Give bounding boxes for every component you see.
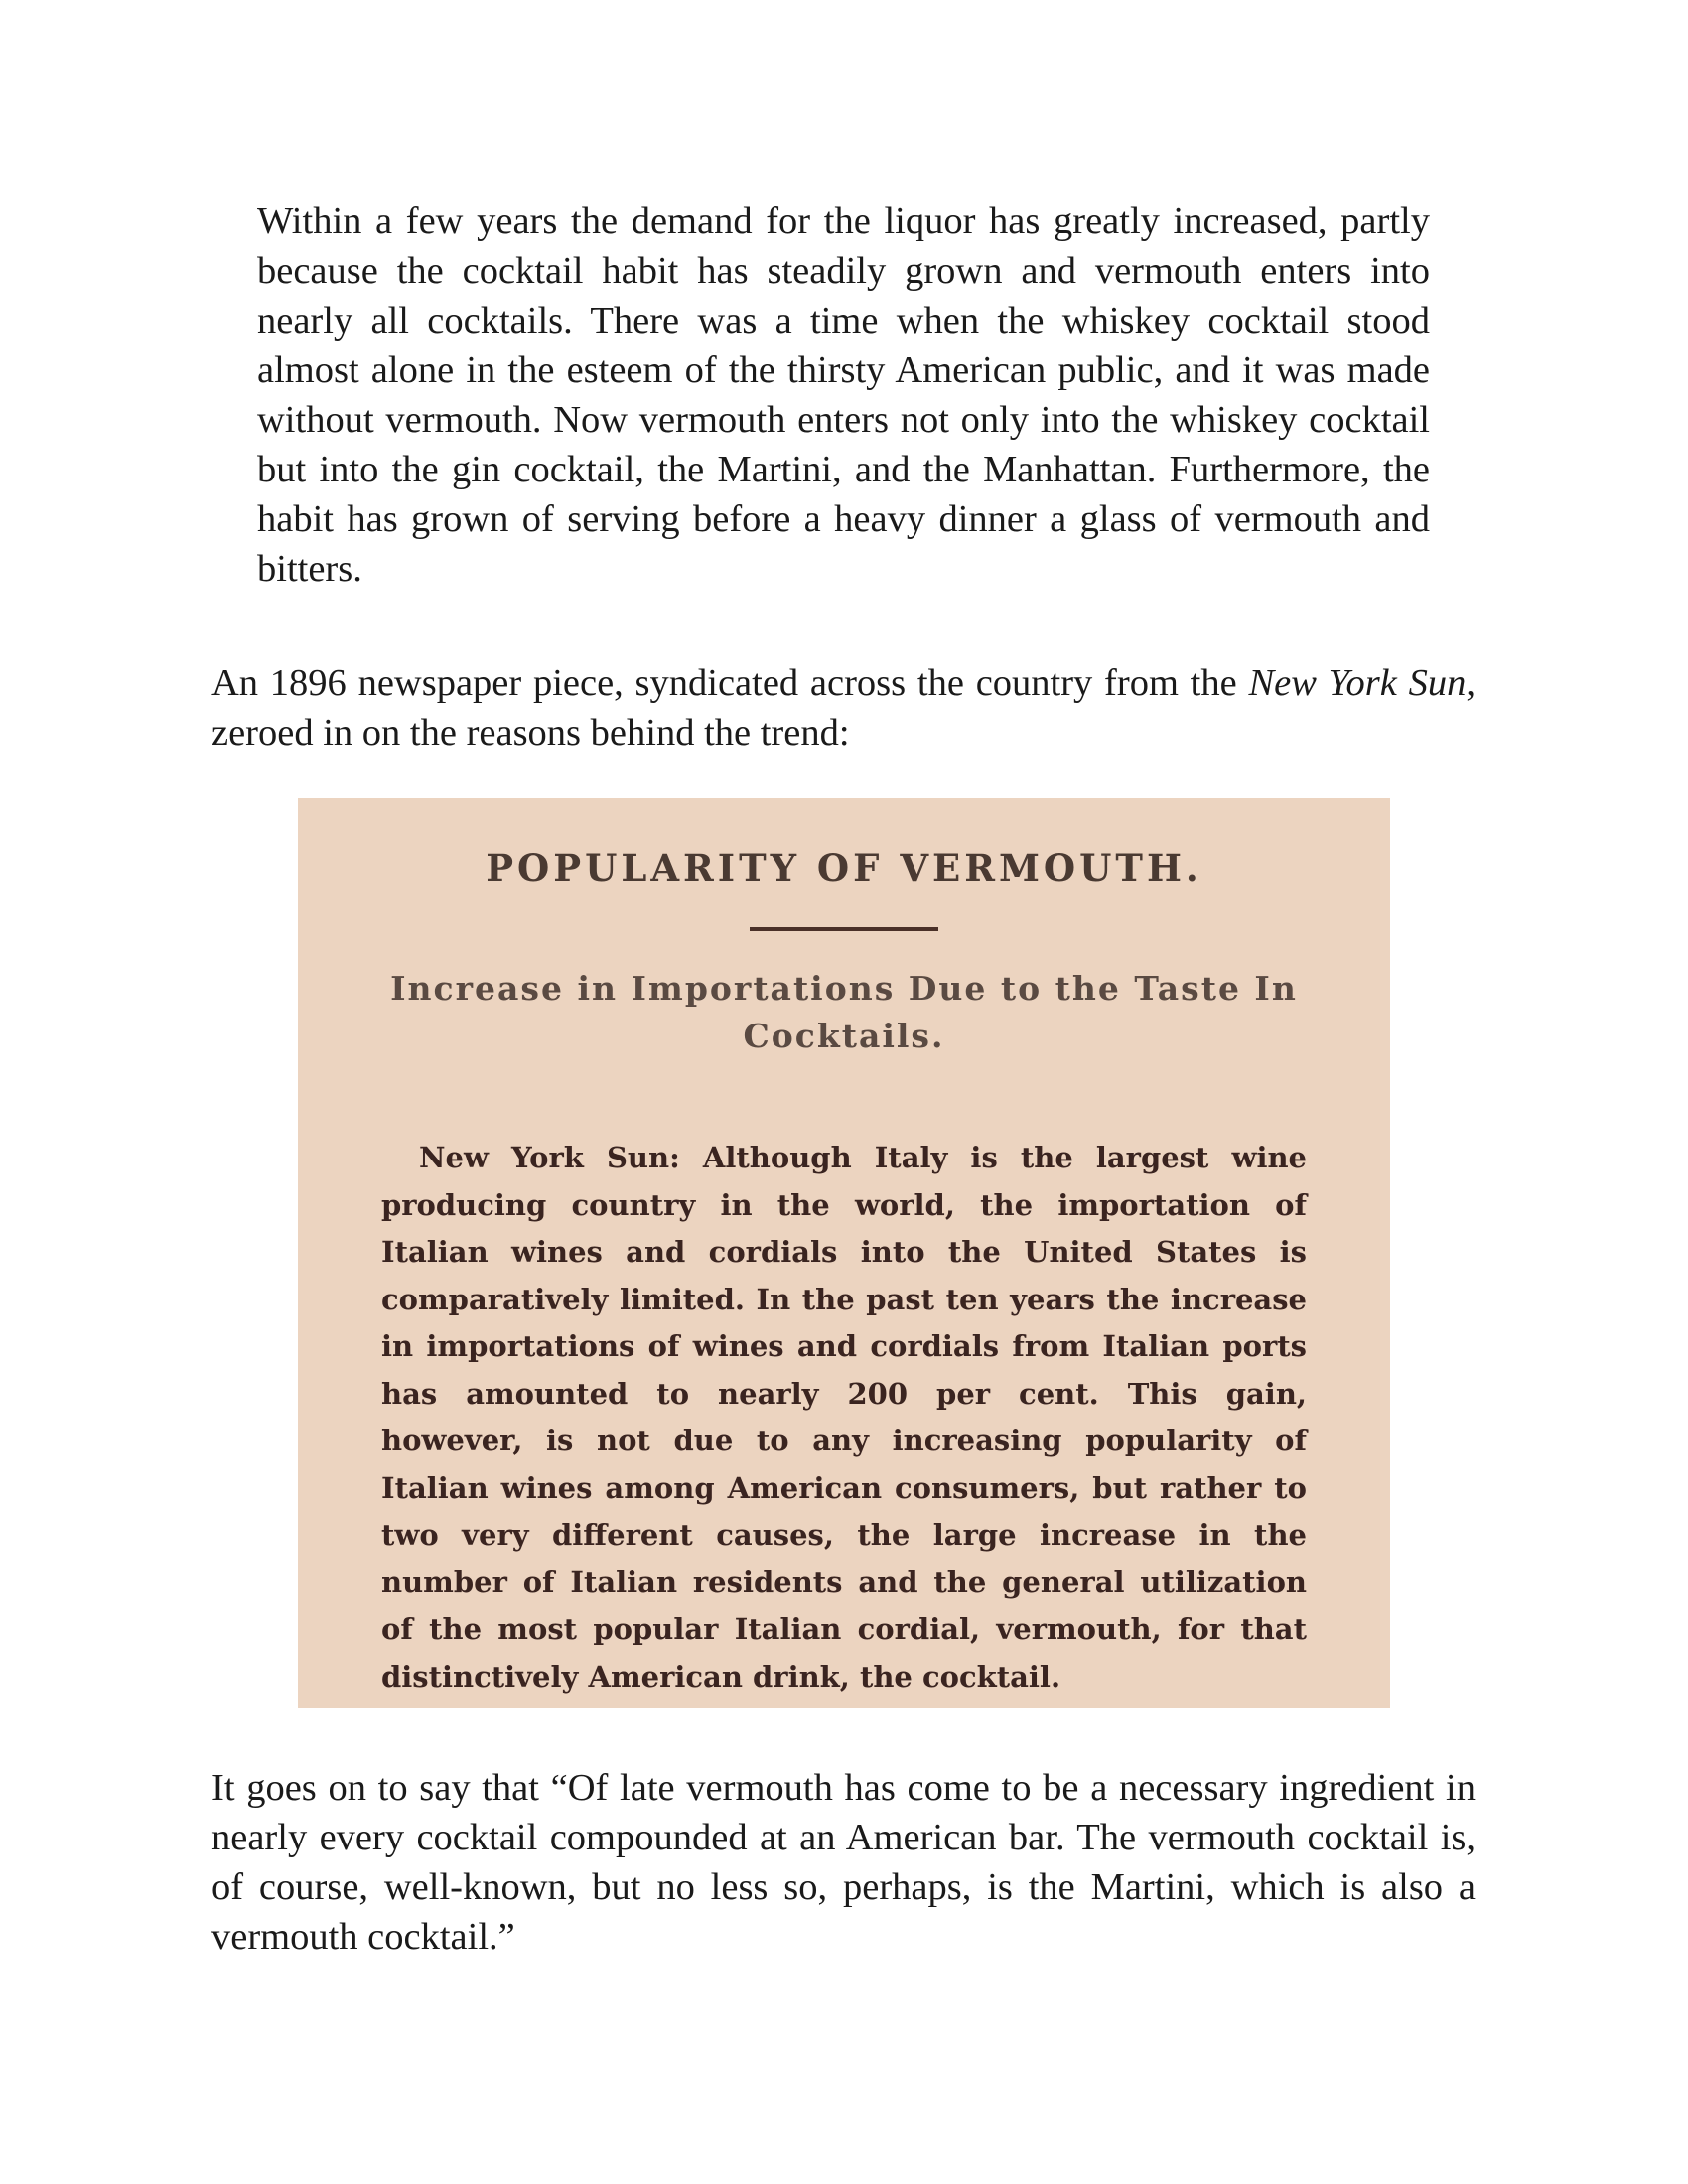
clipping-headline: POPULARITY OF VERMOUTH. [486,846,1202,889]
intro-text-before: An 1896 newspaper piece, syndicated across the country from the [211,662,1249,704]
newspaper-clipping [298,798,1390,1708]
clipping-divider [750,927,938,931]
outro-paragraph: It goes on to say that “Of late vermouth has come to be a necessary ingredient in nearly every cocktail compounded at an American bar. The vermouth cocktail is, of course, well-known, but no less so, perhaps, is the Martini, which is also a vermouth cocktail.” [211,1767,1476,1958]
intro-text-after: , zeroed in on the reasons behind the trend: [211,662,1476,753]
clipping-subheadline: Increase in Importations Due to the Taste In Cocktails. [390,969,1298,1055]
intro-source-title: New York Sun [1248,662,1467,704]
block-quote: Within a few years the demand for the liquor has greatly increased, partly because the cocktail habit has steadily grown and vermouth enters into nearly all cocktails. There was a time when the whiskey cocktail stood almost alone in the esteem of the thirsty American public, and it was made without vermouth. Now vermouth enters not only into the whiskey cocktail but into the gin cocktail, the Martini, and the Manhattan. Furthermore, the habit has grown of serving before a heavy dinner a glass of vermouth and bitters. [257,201,1430,590]
clipping-body: New York Sun: Although Italy is the largest wine producing country in the world, the importation of Italian wines and cordials into the United States is comparatively limited. In the past ten years the increase in importations of wines and cordials from Italian ports has amounted to nearly 200 per cent. This gain, however, is not due to any increasing popularity of Italian wines among American consumers, but rather to two very different causes, the large increase in the number of Italian residents and the general utilization of the most popular Italian cordial, vermouth, for that distinctively American drink, the cocktail. [381,1141,1307,1694]
intro-paragraph [211,658,1476,757]
